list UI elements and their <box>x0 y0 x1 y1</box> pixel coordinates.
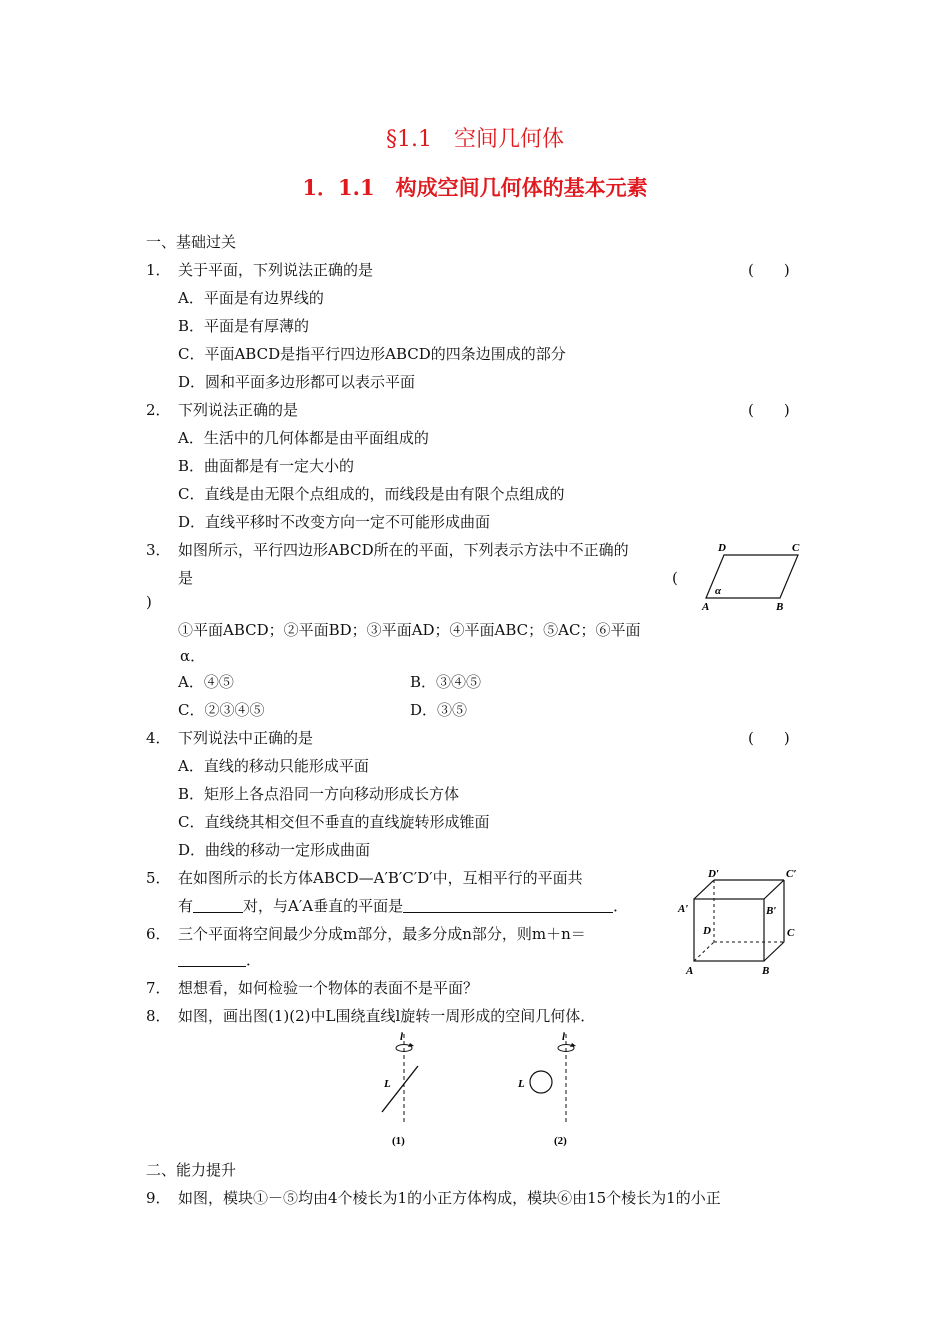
stem-text: 对，与A′A垂直的平面是 <box>243 897 404 915</box>
question-number: 8． <box>146 1007 171 1025</box>
fig-label-b: B <box>762 965 770 977</box>
fig-label-axis-l: l <box>562 1031 566 1043</box>
question-number: 1． <box>146 261 171 279</box>
fig-label-alpha: α <box>715 585 722 597</box>
question-stem: 关于平面，下列说法正确的是 <box>178 261 374 279</box>
question-number: 9． <box>146 1189 171 1207</box>
question-stem: 在如图所示的长方体ABCD—A′B′C′D′中，互相平行的平面共 <box>178 869 583 887</box>
option-a: A．④⑤ <box>178 673 234 691</box>
fig-label-a: A <box>686 965 694 977</box>
question-number: 6． <box>146 925 171 943</box>
option-d: D．直线平移时不改变方向一定不可能形成曲面 <box>178 513 491 531</box>
stem-text: ． <box>246 951 262 969</box>
question-stem-cont: 是 <box>178 569 194 587</box>
stem-text: ． <box>613 897 629 915</box>
question-number: 4． <box>146 729 171 747</box>
fig-caption-1: (1) <box>392 1135 405 1147</box>
fig-label-c: C <box>792 542 800 554</box>
option-b: B．矩形上各点沿同一方向移动形成长方体 <box>178 785 460 803</box>
question-items: ①平面ABCD；②平面BD；③平面AD；④平面ABC；⑤AC；⑥平面 <box>178 621 641 639</box>
question-stem: 如图，画出图(1)(2)中L围绕直线l旋转一周形成的空间几何体． <box>178 1007 596 1025</box>
question-number: 7． <box>146 979 171 997</box>
section-title: §1.1 空间几何体 <box>386 127 564 152</box>
option-c: C．直线是由无限个点组成的，而线段是由有限个点组成的 <box>178 485 565 503</box>
option-b: B．平面是有厚薄的 <box>178 317 310 335</box>
answer-blank[interactable] <box>403 898 613 913</box>
question-number: 3． <box>146 541 171 559</box>
stem-text: 有 <box>178 897 194 915</box>
question-number: 2． <box>146 401 171 419</box>
answer-blank[interactable] <box>178 952 246 967</box>
option-b: B．③④⑤ <box>410 673 482 691</box>
subsection-title: 1．1.1 构成空间几何体的基本元素 <box>302 175 648 200</box>
cuboid-figure <box>676 866 806 978</box>
rotation-figure-2 <box>506 1030 596 1152</box>
fig-label-d: D <box>718 542 726 554</box>
fig-label-a: A <box>702 601 710 613</box>
question-stem: 想想看，如何检验一个物体的表面不是平面？ <box>178 979 479 997</box>
option-a: A．平面是有边界线的 <box>178 289 324 307</box>
question-stem-cont <box>178 896 628 916</box>
fig-caption-2: (2) <box>554 1135 567 1147</box>
answer-paren: ( ) <box>748 729 790 747</box>
parallelogram-figure <box>698 538 810 616</box>
answer-paren: ( ) <box>748 261 790 279</box>
question-stem-cont <box>178 950 261 970</box>
fig-label-d: D <box>703 925 711 937</box>
fig-label-curve-l: L <box>518 1078 525 1090</box>
section-heading-advanced: 二、能力提升 <box>146 1161 237 1179</box>
option-c: C．②③④⑤ <box>178 701 265 719</box>
question-stem: 下列说法中正确的是 <box>178 729 314 747</box>
fig-label-c-prime: C′ <box>786 868 797 880</box>
answer-paren: ( ) <box>748 401 790 419</box>
option-c: C．平面ABCD是指平行四边形ABCD的四条边围成的部分 <box>178 345 566 363</box>
option-a: A．生活中的几何体都是由平面组成的 <box>178 429 429 447</box>
option-c: C．直线绕其相交但不垂直的直线旋转形成锥面 <box>178 813 490 831</box>
option-d: D．③⑤ <box>410 701 468 719</box>
fig-label-d-prime: D′ <box>708 868 720 880</box>
question-items-cont: α． <box>180 647 206 665</box>
option-b: B．曲面都是有一定大小的 <box>178 457 355 475</box>
fig-label-b-prime: B′ <box>766 905 777 917</box>
fig-label-axis-l: l <box>400 1031 404 1043</box>
fig-label-a-prime: A′ <box>678 903 689 915</box>
fig-label-c: C <box>787 927 795 939</box>
option-a: A．直线的移动只能形成平面 <box>178 757 369 775</box>
fig-label-curve-l: L <box>384 1078 391 1090</box>
question-stem: 如图所示，平行四边形ABCD所在的平面，下列表示方法中不正确的 <box>178 541 629 559</box>
question-stem: 下列说法正确的是 <box>178 401 299 419</box>
question-stem: 如图，模块①－⑤均由4个棱长为1的小正方体构成，模块⑥由15个棱长为1的小正 <box>178 1189 721 1207</box>
section-heading-basic: 一、基础过关 <box>146 233 237 251</box>
question-number: 5． <box>146 869 171 887</box>
option-d: D．曲线的移动一定形成曲面 <box>178 841 371 859</box>
answer-blank[interactable] <box>193 898 243 913</box>
answer-paren-close: ) <box>146 593 152 611</box>
rotation-figure-1 <box>366 1030 446 1152</box>
option-d: D．圆和平面多边形都可以表示平面 <box>178 373 416 391</box>
answer-paren-open: ( <box>672 569 678 587</box>
fig-label-b: B <box>776 601 784 613</box>
question-stem: 三个平面将空间最少分成m部分，最多分成n部分，则m＋n＝ <box>178 925 586 943</box>
